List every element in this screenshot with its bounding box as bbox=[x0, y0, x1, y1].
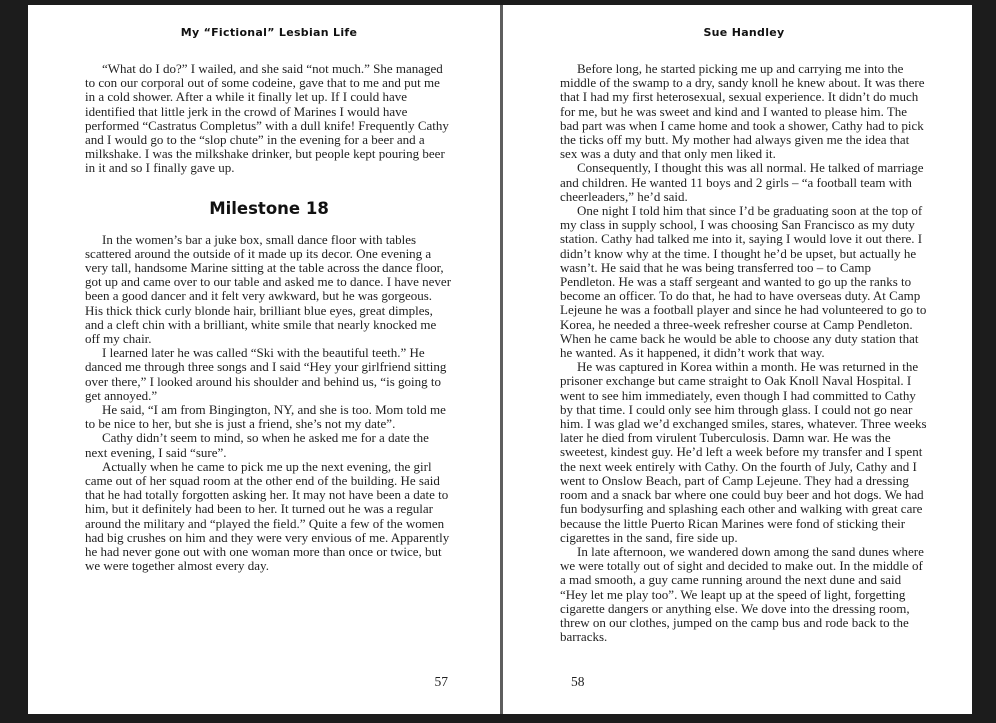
page-right bbox=[503, 5, 972, 714]
page-number-58: 58 bbox=[571, 674, 585, 689]
page-left bbox=[28, 5, 500, 714]
paragraph: He was captured in Korea within a month. He was returned in the prisoner exchange but came straight to Oak Knoll Naval Hospital. I went to see him immediately, even though I had committed to Cathy by that time. I could only see him through glass. I could not go near him. I was glad we’d exchanged smiles, stares, whatever. Three weeks later he died from virulent Tuberculosis. Damn war. He was the sweetest, kindest guy. He’d left a week before my transfer and I spent the next week entirely with Cathy. On the fourth of July, Cathy and I went to Onslow Beach, part of Camp Lejeune. They had a dressing room and a snack bar where one could buy beer and hot dogs. We had fun bodysurfing and splashing each other and walking with great care because the little Puerto Rican Marines were fond of sticking their cigarettes in the sand, fire side up. bbox=[560, 359, 927, 545]
paragraph: One night I told him that since I’d be graduating soon at the top of my class in supply school, I was choosing San Francisco as my duty station. Cathy had talked me into it, saying I would love it out there. I didn’t know why at the time. I thought he’d be upset, but actually he wasn’t. He said that he was being transferred too – to Camp Pendleton. He was a staff sergeant and wanted to go up the ranks to become an officer. To do that, he had to have overseas duty. At Camp Lejeune he was a football player and since he had volunteered to go to Korea, he needed a three-week refresher course at Camp Pendleton. When he came back he would be able to choose any duty station that he wanted. As it happened, it didn’t work that way. bbox=[560, 203, 927, 361]
running-header-book-title: My “Fictional” Lesbian Life bbox=[180, 26, 358, 39]
milestone-heading: Milestone 18 bbox=[209, 198, 329, 218]
paragraph: In the women’s bar a juke box, small dance floor with tables scattered around the outside of it made up its decor. One evening a very tall, handsome Marine sitting at the table across the dance floor, got up and came over to our table and asked me to dance. I have never been a good dancer and it felt very awkward, but he was gorgeous. His thick thick curly blonde hair, brilliant blue eyes, great dimples, and a cleft chin with a brilliant, white smile that nearly knocked me off my chair. bbox=[85, 231, 452, 347]
right-body-text bbox=[560, 62, 928, 644]
paragraph: Consequently, I thought this was all normal. He talked of marriage and children. He wanted 11 boys and 2 girls – “a football team with cheerleaders,” he’d said. bbox=[560, 160, 924, 204]
paragraph: He said, “I am from Bingington, NY, and she is too. Mom told me to be nice to her, but she is just a friend, she’s not my date”. bbox=[85, 402, 446, 432]
page-number-57: 57 bbox=[434, 674, 448, 689]
paragraph: In late afternoon, we wandered down among the sand dunes where we were totally out of sight and decided to make out. In the middle of a mad smooth, a guy came running around the next dune and said “Hey let me play too”. We leapt up at the speed of light, forgetting cigarette dangers or anything else. We dove into the dressing room, threw on our clothes, jumped on the camp bus and rode back to the barracks. bbox=[560, 543, 924, 645]
left-page-content bbox=[85, 5, 453, 574]
paragraph: Actually when he came to pick me up the next evening, the girl came out of her squad room at the other end of the building. He said that he had totally forgotten asking her. It may not have been a date to him, but it definitely had been to her. It turned out he was a regular around the military and “played the field.” Quite a few of the women had big crushes on him and they were very envious of me. Apparently he had never gone out with one woman more than once or twice, but we were together almost every day. bbox=[85, 458, 450, 574]
paragraph: Before long, he started picking me up and carrying me into the middle of the swamp to a dry, sandy knoll he knew about. It was there that I had my first heterosexual, sexual experience. It didn’t do much for me, but he was sweet and kind and I wanted to please him. The bad part was when I came home and took a shower, Cathy had to pick the ticks off my butt. My mother had always given me the idea that sex was a duty and that only men liked it. bbox=[560, 61, 925, 162]
right-page-content bbox=[560, 5, 928, 644]
left-body-text bbox=[85, 62, 453, 574]
paragraph: I learned later he was called “Ski with the beautiful teeth.” He danced me through three songs and I said “Hey your girlfriend sitting over there,” I looked around his shoulder and behind us, “is going to get annoyed.” bbox=[85, 345, 447, 403]
running-header-author-name: Sue Handley bbox=[703, 26, 785, 39]
book-spread bbox=[28, 5, 972, 714]
paragraph: “What do I do?” I wailed, and she said “not much.” She managed to con our corporal out of some codeine, gave that to me and put me in a cold shower. After a while it finally let up. If I could have identified that little jerk in the crowd of Marines I would have performed “Castratus Completus” with a dull knife! Frequently Cathy and I would go to the “slop chute” in the evening for a beer and a milkshake. I was the milkshake drinker, but people kept pouring beer in it and so I finally gave up. bbox=[85, 61, 449, 176]
paragraph: Cathy didn’t seem to mind, so when he asked me for a date the next evening, I said “sure”. bbox=[85, 430, 429, 460]
